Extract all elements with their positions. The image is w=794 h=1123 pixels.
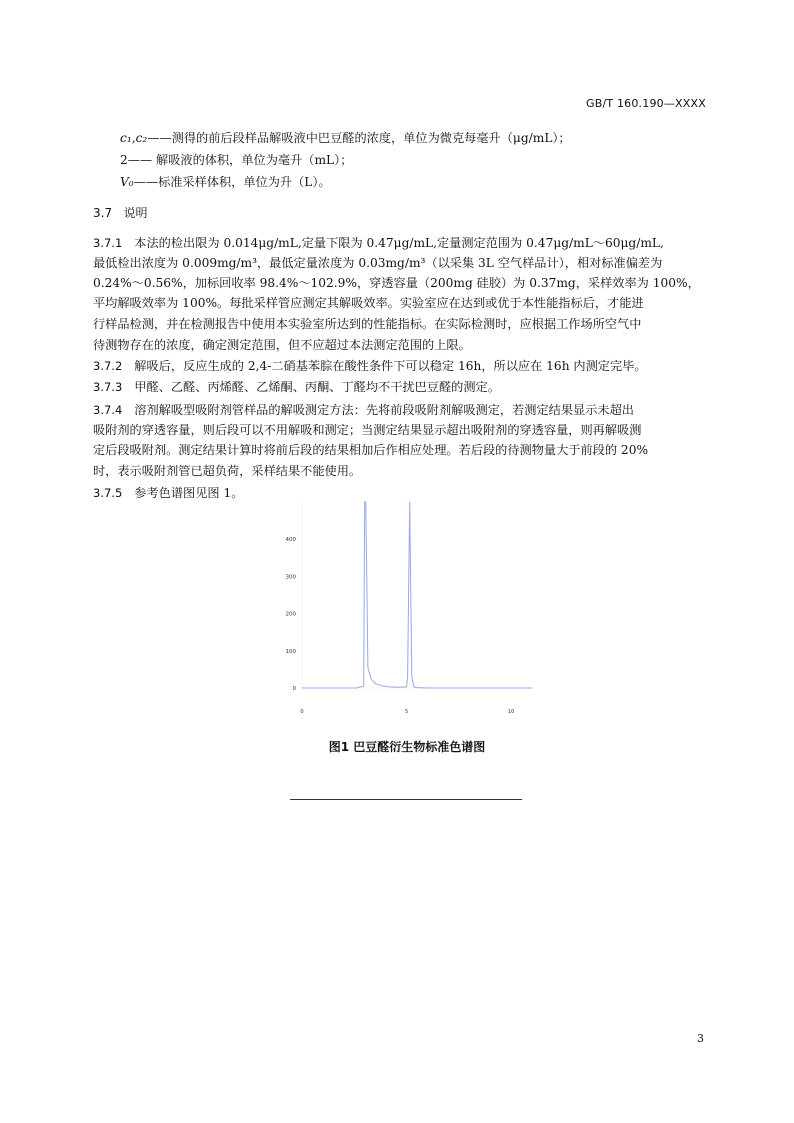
clause-text: 甲醛、乙醛、丙烯醛、乙烯酮、丙酮、丁醛均不干扰巴豆醛的测定。 [134,380,500,394]
symbol-definition-volume [120,151,750,169]
symbol: c₁,c₂ [120,131,148,145]
standard-code: GB/T 160.190—XXXX [585,97,706,110]
paragraph-3-7-4-line-3: 定后段吸附剂。测定结果计算时将前后段的结果相加后作相应处理。若后段的待测物量大于前段的 20% [93,443,649,457]
paragraph-3-7-1-line-1 [93,234,723,252]
y-tick-label: 100 [285,648,296,655]
y-tick-label: 200 [285,611,296,618]
page-number: 3 [697,1032,704,1045]
y-tick-label: 300 [285,574,296,581]
paragraph-3-7-1-line-2: 最低检出浓度为 0.009mg/m³，最低定量浓度为 0.03mg/m³（以采集 3L 空气样品计），相对标准偏差为 [93,256,663,270]
x-tick-labels [300,709,514,715]
symbol-text: ——测得的前后段样品解吸液中巴豆醛的浓度，单位为微克每毫升（μg/mL）； [147,131,571,145]
y-tick-label: 400 [285,537,296,544]
symbol: 2 [120,153,128,167]
chromatogram-trace [302,502,532,688]
paragraph-3-7-4-line-4: 时，表示吸附剂管已超负荷，采样结果不能使用。 [93,464,362,478]
clause-text: 解吸后，反应生成的 2,4-二硝基苯腙在酸性条件下可以稳定 16h，所以应在 16h 内测定完毕。 [134,359,647,373]
section-heading [93,204,723,222]
x-tick-label: 0 [300,709,304,715]
clause-number: 3.7.1 [93,236,123,250]
symbol-definition-c1-c2 [120,129,750,147]
section-title: 说明 [123,206,148,220]
paragraph-3-7-1-line-5: 行样品检测，并在检测报告中使用本实验室所达到的性能指标。在实际检测时，应根据工作场所空气中 [93,317,642,331]
figure-caption: 图1 巴豆醛衍生物标准色谱图 [328,740,486,754]
chromatogram-chart [270,498,540,723]
chart-series [302,502,532,688]
clause-text: 溶剂解吸型吸附剂管样品的解吸测定方法：先将前段吸附剂解吸测定，若测定结果显示未超出 [134,403,634,417]
clause-number: 3.7.4 [93,403,123,417]
symbol-definition-v0 [120,173,750,191]
paragraph-3-7-1-line-3: 0.24%～0.56%，加标回收率 98.4%～102.9%，穿透容量（200mg 硅胶）为 0.37mg，采样效率为 100%， [93,276,700,290]
x-tick-label: 5 [404,709,409,715]
paragraph-3-7-4-line-1 [93,401,723,419]
paragraph-3-7-3 [93,378,723,396]
paragraph-3-7-1-line-4: 平均解吸效率为 100%。每批采样管应测定其解吸效率。实验室应在达到或优于本性能指标后，才能进 [93,296,644,310]
end-separator-line [290,799,522,800]
clause-number: 3.7.3 [93,380,123,394]
x-tick-label: 10 [507,709,515,715]
section-number: 3.7 [93,206,113,220]
clause-number: 3.7.2 [93,359,123,373]
clause-number: 3.7.5 [93,486,123,500]
paragraph-3-7-4-line-2: 吸附剂的穿透容量，则后段可以不用解吸和测定；当测定结果显示超出吸附剂的穿透容量，则再解吸测 [93,423,642,437]
symbol-text: —— 解吸液的体积，单位为毫升（mL）； [127,153,353,167]
clause-text: 本法的检出限为 0.014μg/mL,定量下限为 0.47μg/mL,定量测定范围为 0.47μg/mL～60μg/mL, [134,236,664,250]
clause-text: 参考色谱图见图 1。 [134,486,244,500]
y-tick-label: 0 [292,686,296,692]
y-tick-labels [286,537,297,692]
paragraph-3-7-2 [93,357,723,375]
symbol: V₀ [120,175,134,189]
paragraph-3-7-1-line-6: 待测物存在的浓度，确定测定范围，但不应超过本法测定范围的上限。 [93,338,471,352]
symbol-text: ——标准采样体积，单位为升（L）。 [133,175,331,189]
